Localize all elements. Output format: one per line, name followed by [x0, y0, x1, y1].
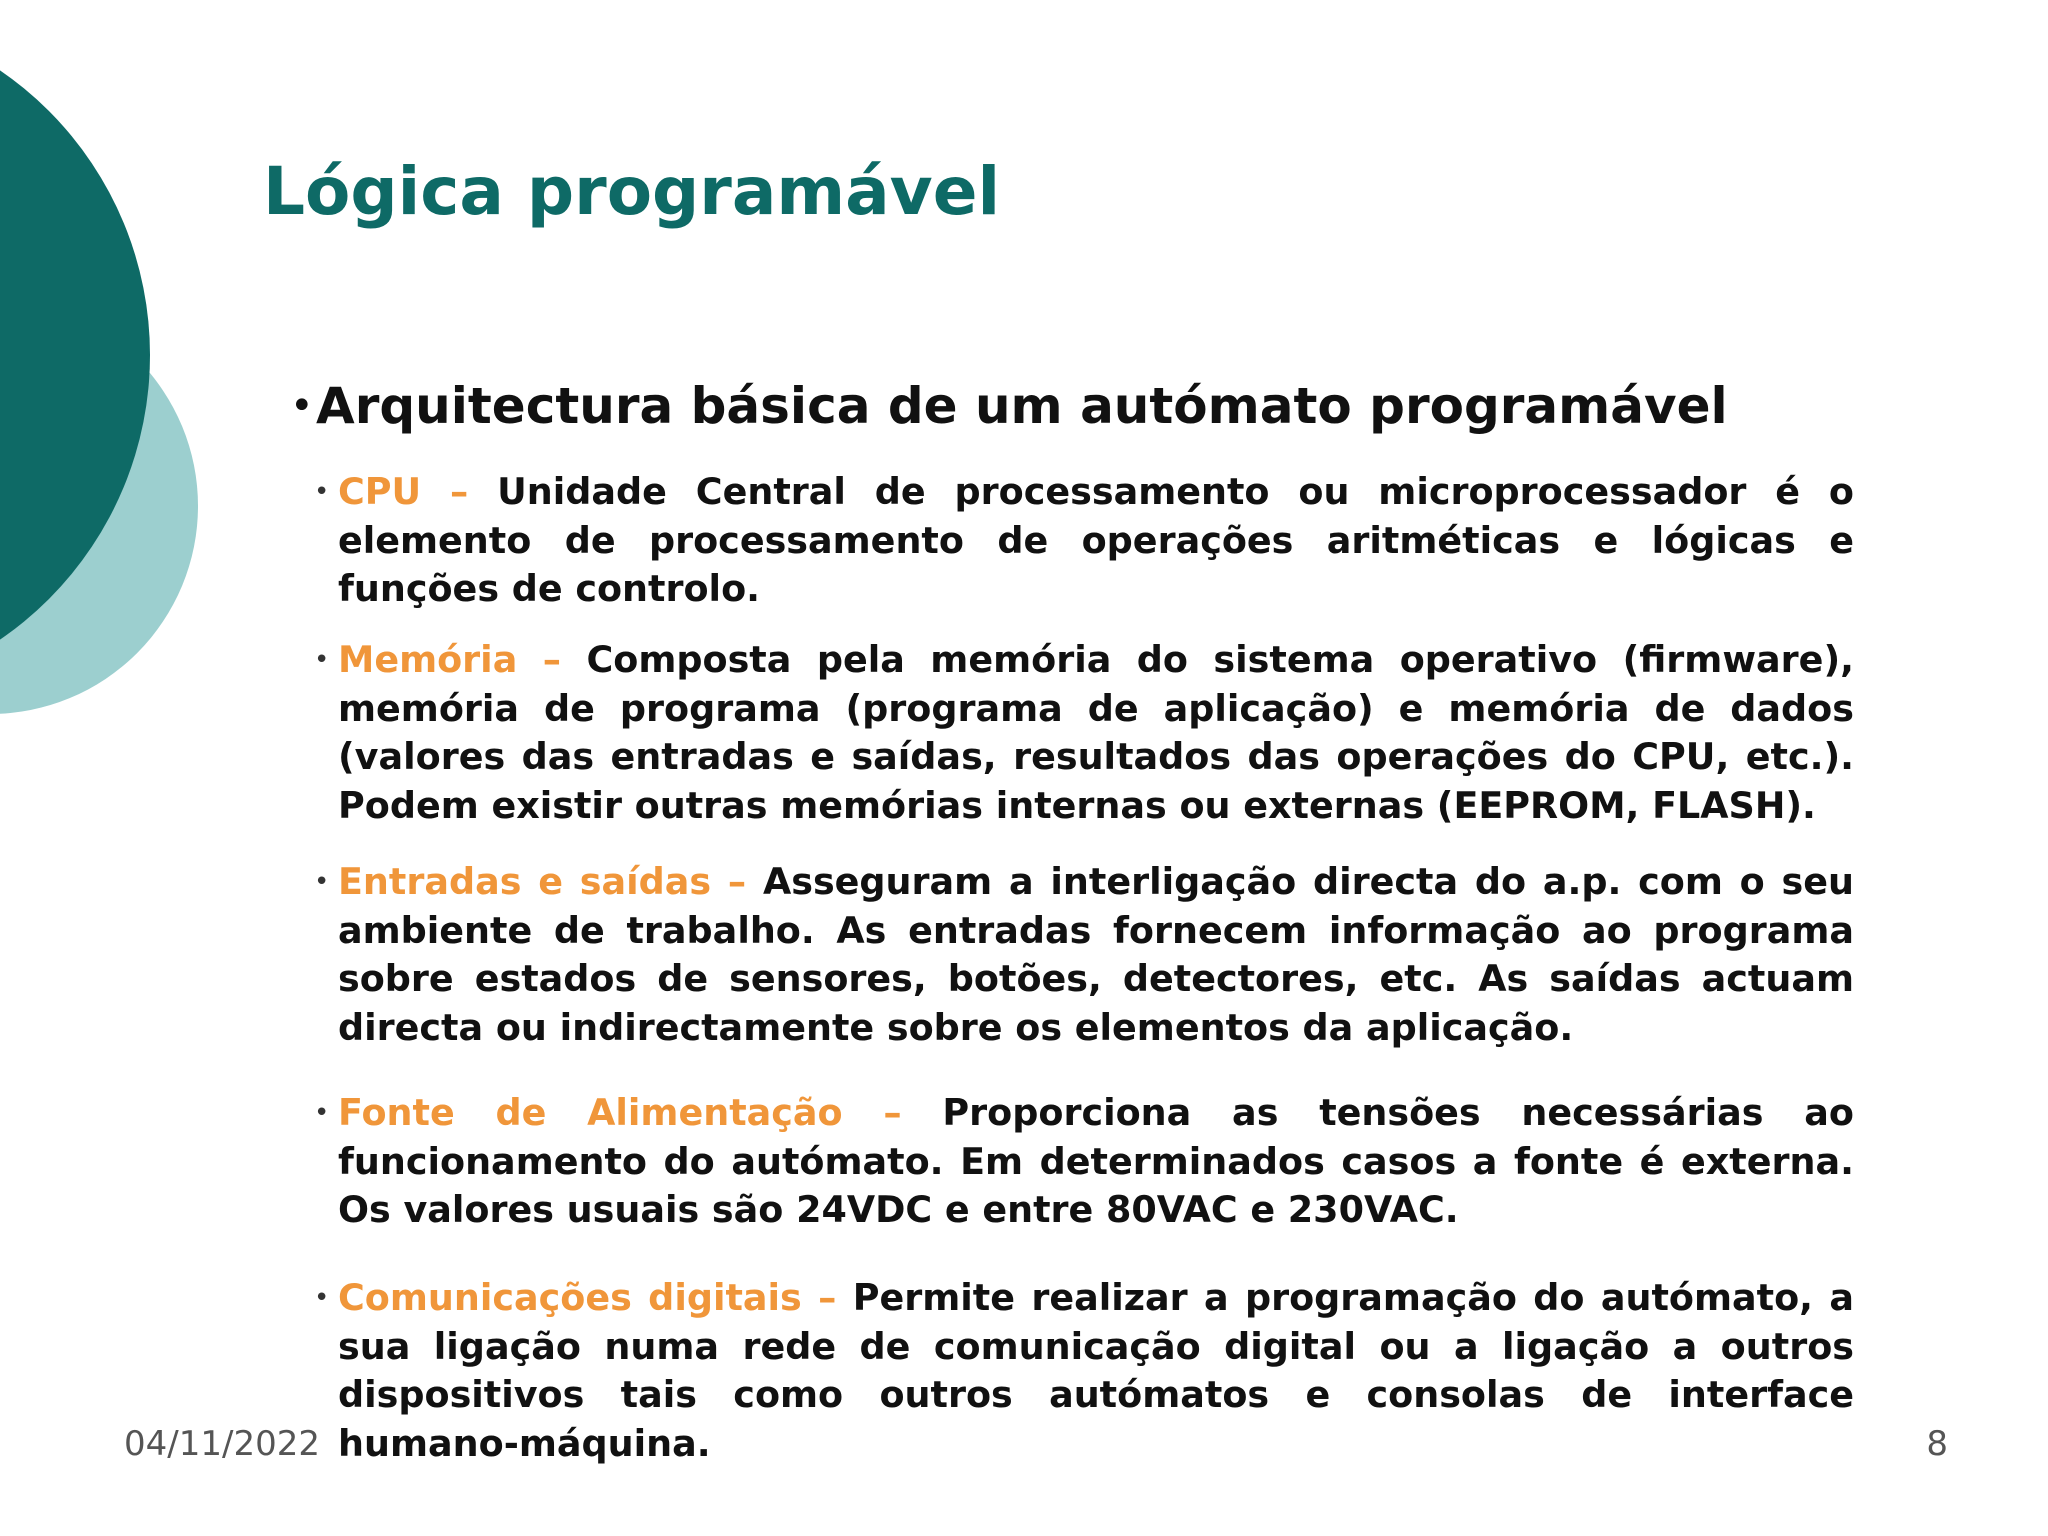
bullet-icon: •: [314, 645, 330, 675]
bullet-icon: •: [314, 867, 330, 897]
term-label: Comunicações digitais –: [338, 1276, 837, 1319]
term-description: Composta pela memória do sistema operativo (firmware), memória de programa (programa de aplicação) e memória de dados (valores das entradas e saídas, resultados das operações do CPU, etc.). Podem existir outras memórias internas ou externas (EEPROM, FLASH).: [338, 638, 1854, 827]
page-number: 8: [1926, 1424, 1948, 1464]
term-label: CPU –: [338, 470, 469, 513]
term-label: Memória –: [338, 638, 562, 681]
bullet-icon: •: [290, 383, 314, 429]
term-label: Fonte de Alimentação –: [338, 1091, 902, 1134]
slide-title: Lógica programável: [263, 153, 1001, 230]
list-item-text: [338, 468, 1854, 614]
main-bullet: [290, 374, 1850, 438]
bullet-icon: •: [314, 1283, 330, 1313]
footer-date: 04/11/2022: [124, 1424, 320, 1464]
list-item-comunicacoes-digitais: [314, 1274, 1854, 1468]
bullet-icon: •: [314, 477, 330, 507]
list-item-fonte-alimentacao: [314, 1089, 1854, 1235]
list-item-memoria: [314, 636, 1854, 830]
decorative-circles: [0, 0, 260, 820]
list-item-text: [338, 636, 1854, 830]
list-item-entradas-saidas: [314, 858, 1854, 1052]
list-item-text: [338, 858, 1854, 1052]
list-item-text: [338, 1089, 1854, 1235]
term-description: Unidade Central de processamento ou microprocessador é o elemento de processamento de operações aritméticas e lógicas e funções de controlo.: [338, 470, 1854, 610]
term-label: Entradas e saídas –: [338, 860, 747, 903]
term-description: Permite realizar a programação do autómato, a sua ligação numa rede de comunicação digital ou a ligação a outros dispositivos tais como outros autómatos e consolas de interface humano-máquina.: [338, 1276, 1854, 1465]
list-item-cpu: [314, 468, 1854, 614]
term-description: Asseguram a interligação directa do a.p. com o seu ambiente de trabalho. As entradas fornecem informação ao programa sobre estados de sensores, botões, detectores, etc. As saídas actuam directa ou indirectamente sobre os elementos da aplicação.: [338, 860, 1854, 1049]
bullet-icon: •: [314, 1098, 330, 1128]
list-item-text: [338, 1274, 1854, 1468]
main-bullet-text: Arquitectura básica de um autómato programável: [316, 377, 1728, 435]
term-description: Proporciona as tensões necessárias ao funcionamento do autómato. Em determinados casos a fonte é externa. Os valores usuais são 24VDC e entre 80VAC e 230VAC.: [338, 1091, 1854, 1231]
